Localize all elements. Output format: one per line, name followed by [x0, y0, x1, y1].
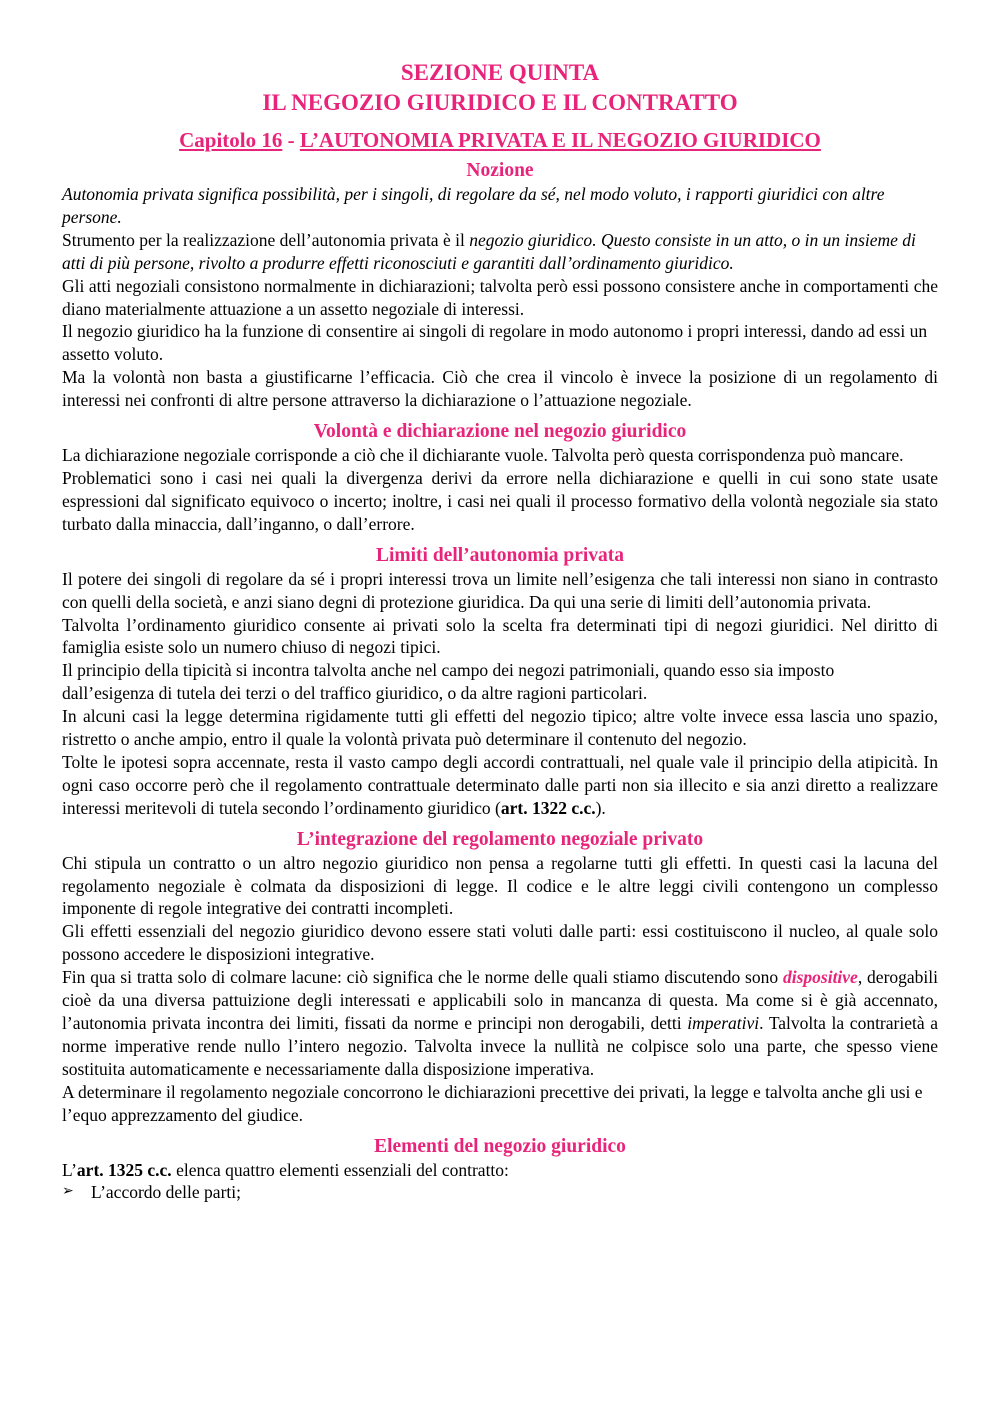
- chapter-title: [62, 127, 938, 153]
- paragraph: [62, 1159, 938, 1182]
- heading-volonta: Volontà e dichiarazione nel negozio giuridico: [313, 421, 687, 443]
- article-reference: art. 1325 c.c.: [76, 1159, 172, 1180]
- paragraph: Ma la volontà non basta a giustificarne l’efficacia. Ciò che crea il vincolo è invece la posizione di un regolamento di interessi nei confronti di altre persone attraverso la dichiarazione o l’attuazione negoziale.: [62, 367, 938, 411]
- text-run: Questo consiste in un atto, o in un insieme di atti di più persone, rivolto a produrre effetti riconosciuti e garantiti dall’ordinamento giuridico.: [62, 229, 916, 273]
- paragraph: Gli atti negoziali consistono normalmente in dichiarazioni; talvolta però essi possono consistere anche in comportamenti che diano materialmente attuazione a un assetto negoziale di interessi.: [62, 275, 938, 319]
- list-item: [62, 1181, 938, 1204]
- paragraph: Talvolta l’ordinamento giuridico consente ai privati solo la scelta fra determinati tipi di negozi giuridici. Nel diritto di famiglia esiste solo un numero chiuso di negozi tipici.: [62, 614, 938, 658]
- text-run: elenca quattro elementi essenziali del contratto:: [171, 1159, 509, 1180]
- chapter-name: L’AUTONOMIA PRIVATA E IL NEGOZIO GIURIDICO: [299, 128, 821, 152]
- heading-nozione: Nozione: [466, 160, 534, 181]
- paragraph: dall’esigenza di tutela dei terzi o del traffico giuridico, o da altre ragioni particolari.: [62, 683, 648, 704]
- list-item-text: L’accordo delle parti;: [91, 1182, 241, 1203]
- chapter-separator: -: [282, 128, 300, 152]
- text-run: Strumento per la realizzazione dell’autonomia privata è il: [62, 229, 470, 250]
- paragraph: Gli effetti essenziali del negozio giuridico devono essere stati voluti dalle parti: essi costituiscono il nucleo, al quale solo possono accedere le disposizioni integrative.: [62, 921, 938, 965]
- text-run: . Talvolta la contrarietà a norme imperative rende nullo l’intero negozio. Talvolta invece la nullità ne colpisce solo una parte, che spesso viene sostituita automaticamente e necessariamente dalla disposizione imperativa.: [62, 1013, 938, 1079]
- paragraph: A determinare il regolamento negoziale concorrono le dichiarazioni precettive dei privati, la legge e talvolta anche gli usi e l’equo apprezzamento del giudice.: [62, 1081, 923, 1125]
- section-title: [62, 58, 938, 118]
- paragraph: In alcuni casi la legge determina rigidamente tutti gli effetti del negozio tipico; altre volte invece essa lascia uno spazio, ristretto o anche ampio, entro il quale la volontà privata può determinare il contenuto del negozio.: [62, 706, 938, 750]
- text-run: , derogabili cioè da una diversa pattuizione degli interessati e applicabili solo in mancanza di questa. Ma come si è già accennato, l’autonomia privata incontra dei limiti, fissati da norme e principi non derogabili, detti: [62, 967, 938, 1033]
- elements-list: [62, 1181, 938, 1204]
- paragraph: Il potere dei singoli di regolare da sé i propri interessi trova un limite nell’esigenza che tali interessi non siano in contrasto con quelli della società, e anzi siano degni di protezione giuridica. Da qui una serie di limiti dell’autonomia privata.: [62, 568, 938, 612]
- text-run: Fin qua si tratta solo di colmare lacune: ciò significa che le norme delle quali stiamo discutendo sono: [62, 967, 783, 988]
- paragraph: Autonomia privata significa possibilità, per i singoli, di regolare da sé, nel modo voluto, i rapporti giuridici con altre persone.: [62, 184, 885, 227]
- text-run: negozio giuridico: [469, 229, 593, 250]
- paragraph: Chi stipula un contratto o un altro negozio giuridico non pensa a regolarne tutti gli effetti. In questi casi la lacuna del regolamento negoziale è colmata da disposizioni di legge. Il codice e le altre leggi civili contengono un complesso imponente di regole integrative dei contratti incompleti.: [62, 852, 938, 919]
- text-run: L’: [62, 1159, 77, 1180]
- text-run: ).: [595, 797, 606, 818]
- paragraph: Il negozio giuridico ha la funzione di consentire ai singoli di regolare in modo autonomo i propri interessi, dando ad essi un assetto voluto.: [62, 321, 928, 365]
- emphasized-term: imperativi: [687, 1013, 760, 1033]
- article-reference: art. 1322 c.c.: [500, 797, 596, 818]
- text-run: Tolte le ipotesi sopra accennate, resta il vasto campo degli accordi contrattuali, nel quale vale il principio della atipicità. In ogni caso occorre però che il regolamento contrattuale determinato dalle parti non sia illecito e sia anzi diretto a realizzare interessi meritevoli di tutela secondo l’ordinamento giuridico (: [62, 751, 938, 818]
- highlighted-term: dispositive: [782, 967, 858, 988]
- paragraph: Problematici sono i casi nei quali la divergenza derivi da errore nella dichiarazione e quelli in cui sono state usate espressioni dal significato equivoco o incerto; inoltre, i casi nei quali il processo formativo della volontà negoziale sia stato turbato dalla minaccia, dall’inganno, o dall’errore.: [62, 467, 938, 534]
- paragraph: La dichiarazione negoziale corrisponde a ciò che il dichiarante vuole. Talvolta però questa corrispondenza può mancare.: [62, 445, 904, 466]
- chapter-number: Capitolo 16: [179, 128, 283, 152]
- arrow-bullet-icon: ➢: [62, 1184, 74, 1200]
- section-title-line2: IL NEGOZIO GIURIDICO E IL CONTRATTO: [262, 90, 738, 115]
- heading-integrazione: L’integrazione del regolamento negoziale privato: [296, 828, 704, 850]
- paragraph: [62, 229, 938, 275]
- section-title-line1: SEZIONE QUINTA: [400, 60, 600, 85]
- paragraph: [62, 966, 938, 1081]
- document-page: [62, 58, 938, 1204]
- paragraph: [62, 751, 938, 820]
- heading-elementi: Elementi del negozio giuridico: [374, 1135, 626, 1157]
- text-run: .: [592, 229, 601, 250]
- heading-limiti: Limiti dell’autonomia privata: [375, 544, 625, 566]
- paragraph: Il principio della tipicità si incontra talvolta anche nel campo dei negozi patrimoniali, quando esso sia imposto: [62, 660, 835, 681]
